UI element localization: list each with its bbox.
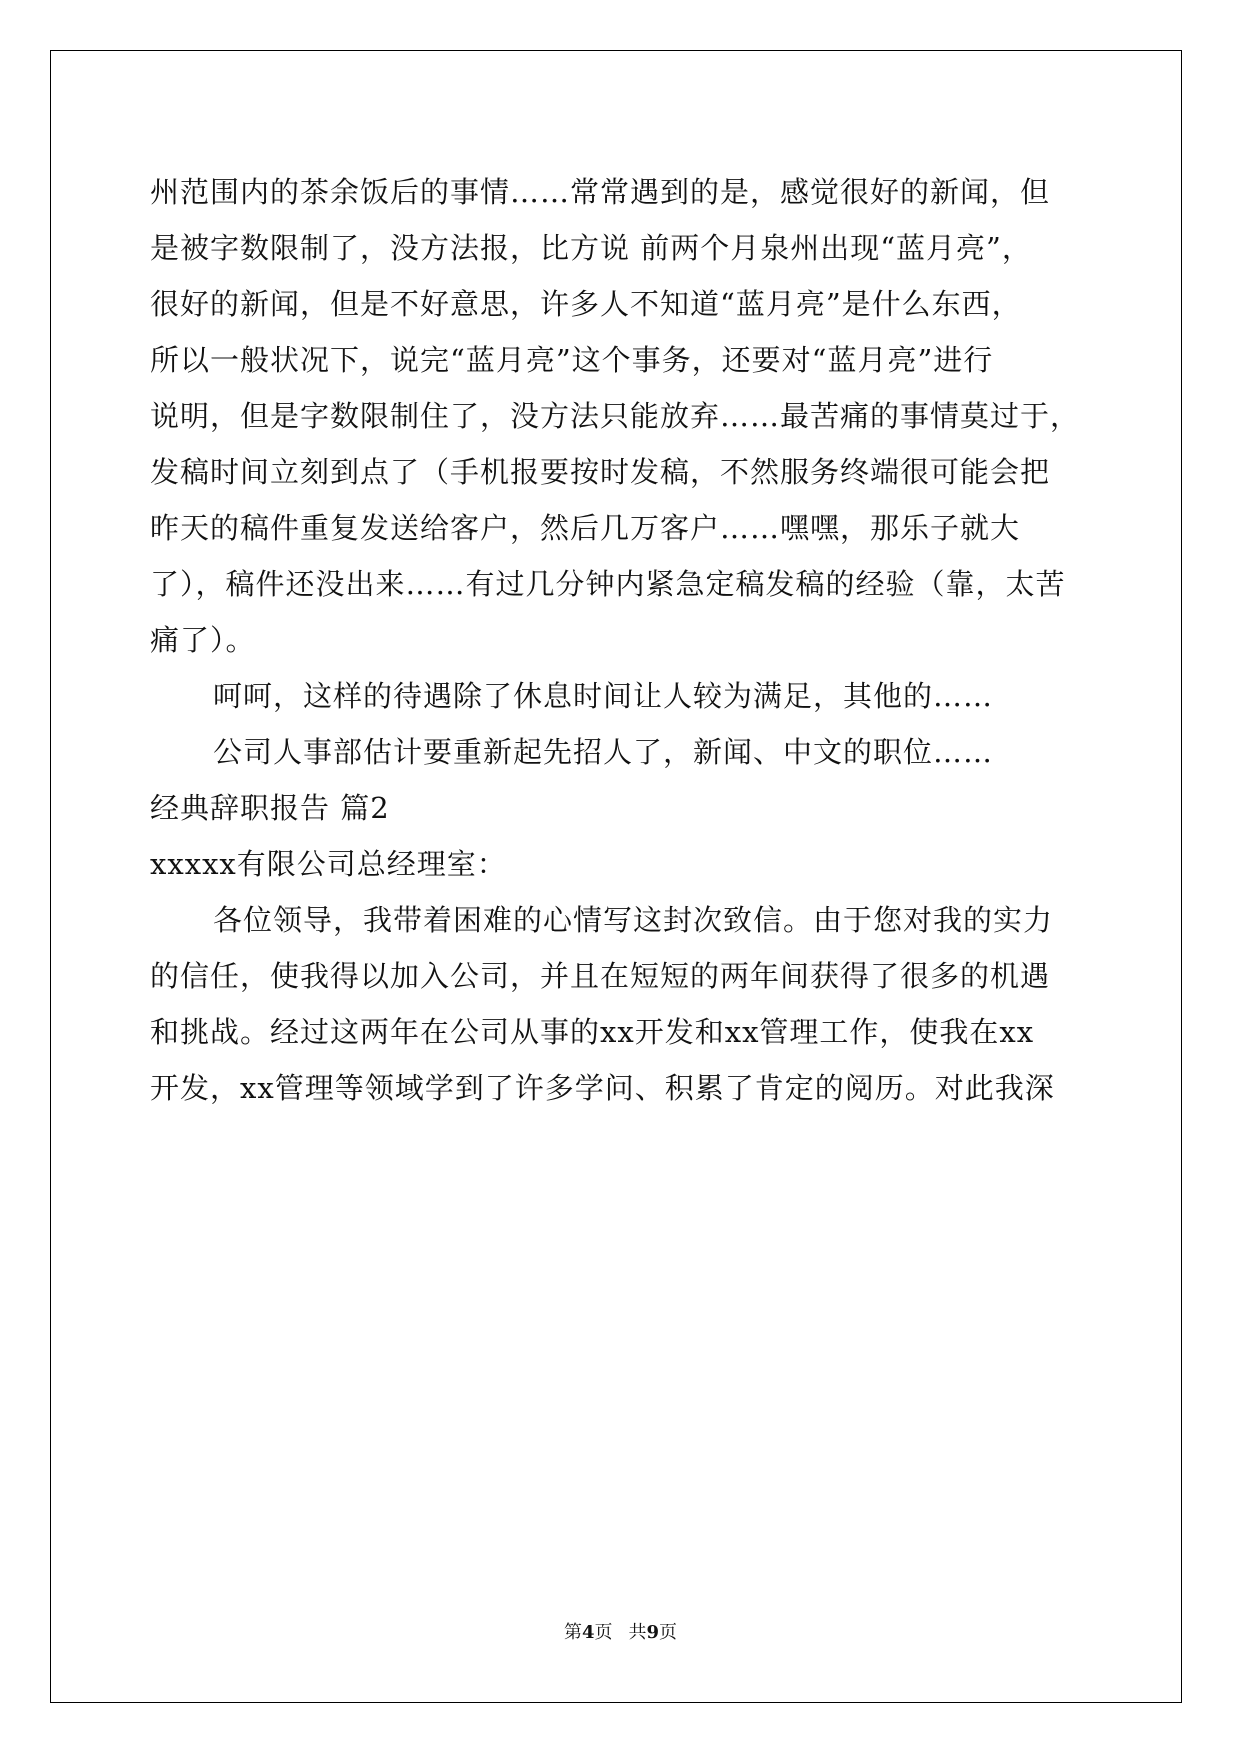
paragraph-line: 各位领导，我带着困难的心情写这封次致信。由于您对我的实力 [213, 903, 1054, 937]
footer-prefix: 第 [563, 1622, 582, 1643]
text-line: 是被字数限制了，没方法报，比方说 前两个月泉州出现“蓝月亮”， [150, 231, 1032, 265]
text-line: 很好的新闻，但是不好意思，许多人不知道“蓝月亮”是什么东西， [150, 287, 1022, 321]
paragraph-line: 公司人事部估计要重新起先招人了，新闻、中文的职位…… [213, 735, 994, 769]
text-line: 昨天的稿件重复发送给客户，然后几万客户……嘿嘿，那乐子就大 [150, 511, 1021, 545]
page-footer [0, 1618, 1241, 1644]
footer-total-suffix: 页 [659, 1622, 678, 1643]
text-line: 说明，但是字数限制住了，没方法只能放弃……最苦痛的事情莫过于， [150, 399, 1081, 433]
text-line: 和挑战。经过这两年在公司从事的xx开发和xx管理工作，使我在xx [150, 1015, 1035, 1049]
text-line: 州范围内的茶余饭后的事情……常常遇到的是，感觉很好的新闻，但 [150, 175, 1051, 209]
current-page-number: 4 [581, 1622, 595, 1643]
text-line: 所以一般状况下，说完“蓝月亮”这个事务，还要对“蓝月亮”进行 [150, 343, 994, 377]
footer-page-suffix: 页 [594, 1622, 613, 1643]
text-line: 痛了）。 [150, 623, 256, 657]
footer-total-prefix: 共 [628, 1622, 647, 1643]
section-heading: 经典辞职报告 篇2 [150, 791, 390, 825]
text-line: 的信任，使我得以加入公司，并且在短短的两年间获得了很多的机遇 [150, 959, 1051, 993]
total-page-count: 9 [646, 1622, 660, 1643]
text-line: 了），稿件还没出来……有过几分钟内紧急定稿发稿的经验（靠，太苦 [150, 567, 1066, 601]
text-line: 开发，xx管理等领域学到了许多学问、积累了肯定的阅历。对此我深 [150, 1071, 1055, 1105]
paragraph-line: 呵呵，这样的待遇除了休息时间让人较为满足，其他的…… [213, 679, 994, 713]
text-line: 发稿时间立刻到点了（手机报要按时发稿，不然服务终端很可能会把 [150, 455, 1051, 489]
salutation: xxxxx有限公司总经理室： [150, 847, 507, 881]
